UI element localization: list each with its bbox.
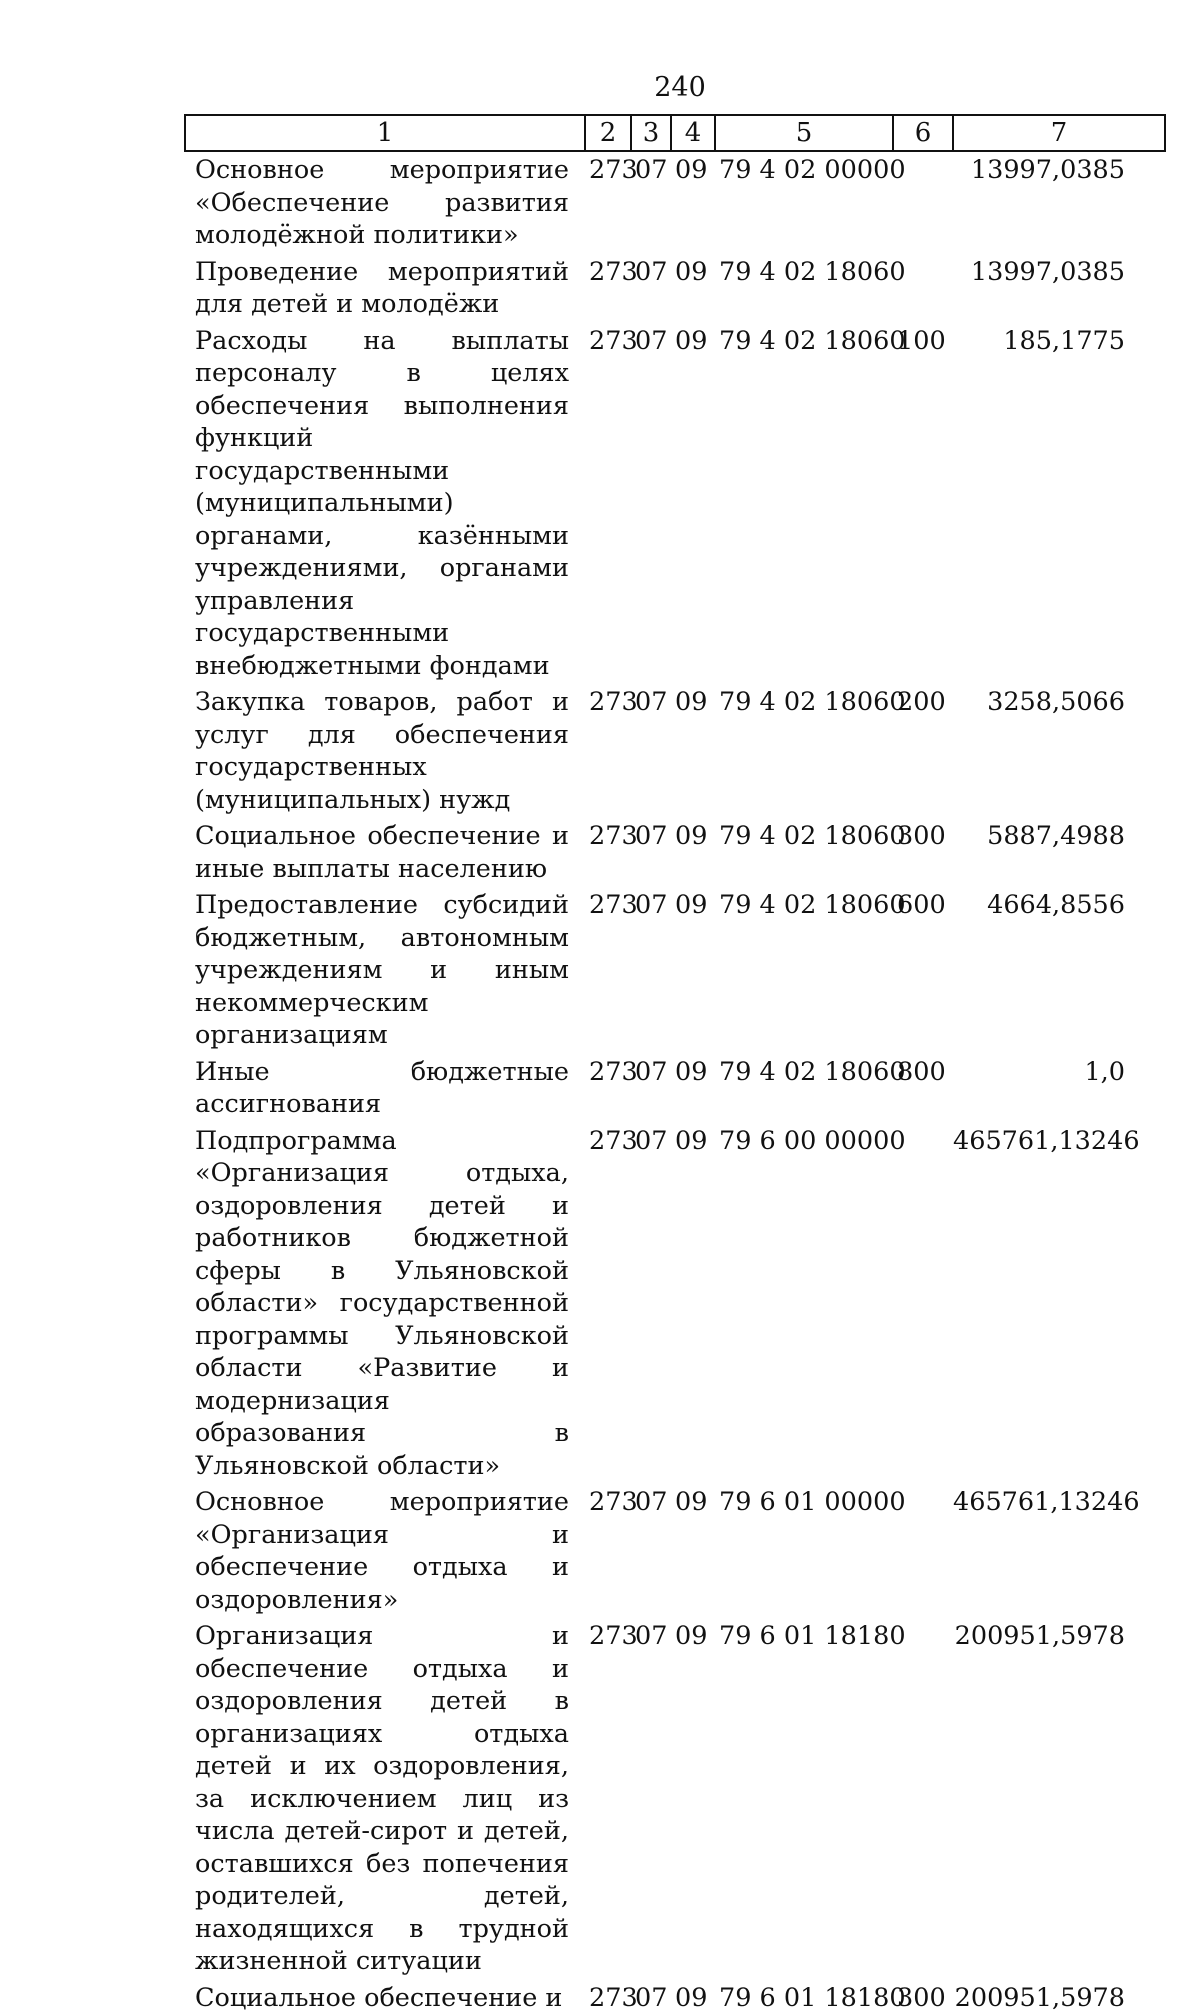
- row-target-article: 79 4 02 18060: [715, 254, 893, 323]
- row-amount: 5887,4988: [953, 818, 1165, 887]
- row-grbs: 273: [585, 818, 631, 887]
- row-name: Проведение мероприятий для детей и молодёжи: [185, 254, 585, 323]
- header-col-6: 6: [893, 115, 953, 151]
- row-name: Социальное обеспечение и: [185, 1980, 585, 2016]
- row-grbs: 273: [585, 151, 631, 254]
- table-row: [185, 1123, 1165, 1485]
- budget-table: [184, 114, 1166, 2016]
- row-grbs: 273: [585, 1980, 631, 2016]
- row-subsection: 09: [671, 151, 715, 254]
- row-grbs: 273: [585, 1123, 631, 1485]
- row-subsection: 09: [671, 684, 715, 818]
- row-target-article: 79 6 00 00000: [715, 1123, 893, 1485]
- row-target-article: 79 4 02 18060: [715, 1054, 893, 1123]
- header-row: [185, 115, 1165, 151]
- row-name: Расходы на выплаты персоналу в целях обеспечения выполнения функций государственными (муниципальными) органами, казёнными учреждениями, органами управления государственными внебюджетными фондами: [185, 323, 585, 685]
- row-grbs: 273: [585, 323, 631, 685]
- table-row: [185, 323, 1165, 685]
- row-name: Закупка товаров, работ и услуг для обеспечения государственных (муниципальных) нужд: [185, 684, 585, 818]
- row-grbs: 273: [585, 1618, 631, 1980]
- row-grbs: 273: [585, 1054, 631, 1123]
- page-number: 240: [640, 72, 720, 103]
- row-expense-type: [893, 1123, 953, 1485]
- row-amount: 185,1775: [953, 323, 1165, 685]
- budget-table-container: [184, 114, 1164, 2016]
- row-name: Подпрограмма «Организация отдыха, оздоровления детей и работников бюджетной сферы в Ульяновской области» государственной программы Ульяновской области «Развитие и модернизация образования в Ульяновской области»: [185, 1123, 585, 1485]
- table-row: [185, 684, 1165, 818]
- row-section: 07: [631, 684, 671, 818]
- row-subsection: 09: [671, 323, 715, 685]
- table-row: [185, 1054, 1165, 1123]
- header-col-4: 4: [671, 115, 715, 151]
- table-row: [185, 1980, 1165, 2016]
- table-row: [185, 151, 1165, 254]
- table-row: [185, 254, 1165, 323]
- row-grbs: 273: [585, 887, 631, 1054]
- table-header: [185, 115, 1165, 151]
- row-amount: 13997,0385: [953, 151, 1165, 254]
- row-subsection: 09: [671, 1618, 715, 1980]
- row-amount: 200951,5978: [953, 1618, 1165, 1980]
- header-col-5: 5: [715, 115, 893, 151]
- row-amount: 465761,13246: [953, 1484, 1165, 1618]
- row-subsection: 09: [671, 887, 715, 1054]
- row-section: 07: [631, 1484, 671, 1618]
- row-expense-type: 300: [893, 818, 953, 887]
- table-row: [185, 1484, 1165, 1618]
- row-amount: 13997,0385: [953, 254, 1165, 323]
- row-subsection: 09: [671, 1054, 715, 1123]
- row-target-article: 79 4 02 18060: [715, 887, 893, 1054]
- row-target-article: 79 6 01 18180: [715, 1980, 893, 2016]
- row-name: Иные бюджетные ассигнования: [185, 1054, 585, 1123]
- row-amount: 465761,13246: [953, 1123, 1165, 1485]
- table-body: [185, 151, 1165, 2016]
- row-section: 07: [631, 818, 671, 887]
- row-name: Предоставление субсидий бюджетным, автономным учреждениям и иным некоммерческим организациям: [185, 887, 585, 1054]
- table-row: [185, 887, 1165, 1054]
- row-target-article: 79 4 02 00000: [715, 151, 893, 254]
- row-name: Организация и обеспечение отдыха и оздоровления детей в организациях отдыха детей и их оздоровления, за исключением лиц из числа детей-сирот и детей, оставшихся без попечения родителей, детей, находящихся в трудной жизненной ситуации: [185, 1618, 585, 1980]
- header-col-7: 7: [953, 115, 1165, 151]
- row-expense-type: 800: [893, 1054, 953, 1123]
- row-target-article: 79 4 02 18060: [715, 323, 893, 685]
- row-section: 07: [631, 151, 671, 254]
- table-row: [185, 1618, 1165, 1980]
- row-subsection: 09: [671, 1123, 715, 1485]
- row-section: 07: [631, 1054, 671, 1123]
- row-expense-type: [893, 1618, 953, 1980]
- row-target-article: 79 4 02 18060: [715, 818, 893, 887]
- row-target-article: 79 6 01 00000: [715, 1484, 893, 1618]
- row-expense-type: 200: [893, 684, 953, 818]
- row-target-article: 79 4 02 18060: [715, 684, 893, 818]
- row-grbs: 273: [585, 254, 631, 323]
- header-col-2: 2: [585, 115, 631, 151]
- row-amount: 200951,5978: [953, 1980, 1165, 2016]
- row-subsection: 09: [671, 1980, 715, 2016]
- header-col-1: 1: [185, 115, 585, 151]
- row-subsection: 09: [671, 818, 715, 887]
- row-section: 07: [631, 887, 671, 1054]
- row-name: Основное мероприятие «Организация и обеспечение отдыха и оздоровления»: [185, 1484, 585, 1618]
- row-section: 07: [631, 323, 671, 685]
- row-section: 07: [631, 1980, 671, 2016]
- row-name: Социальное обеспечение и иные выплаты населению: [185, 818, 585, 887]
- row-amount: 3258,5066: [953, 684, 1165, 818]
- row-section: 07: [631, 1123, 671, 1485]
- row-grbs: 273: [585, 684, 631, 818]
- row-subsection: 09: [671, 1484, 715, 1618]
- row-subsection: 09: [671, 254, 715, 323]
- row-target-article: 79 6 01 18180: [715, 1618, 893, 1980]
- header-col-3: 3: [631, 115, 671, 151]
- row-expense-type: 300: [893, 1980, 953, 2016]
- row-expense-type: 100: [893, 323, 953, 685]
- row-expense-type: 600: [893, 887, 953, 1054]
- row-grbs: 273: [585, 1484, 631, 1618]
- table-row: [185, 818, 1165, 887]
- row-section: 07: [631, 254, 671, 323]
- row-amount: 4664,8556: [953, 887, 1165, 1054]
- row-section: 07: [631, 1618, 671, 1980]
- row-name: Основное мероприятие «Обеспечение развития молодёжной политики»: [185, 151, 585, 254]
- row-amount: 1,0: [953, 1054, 1165, 1123]
